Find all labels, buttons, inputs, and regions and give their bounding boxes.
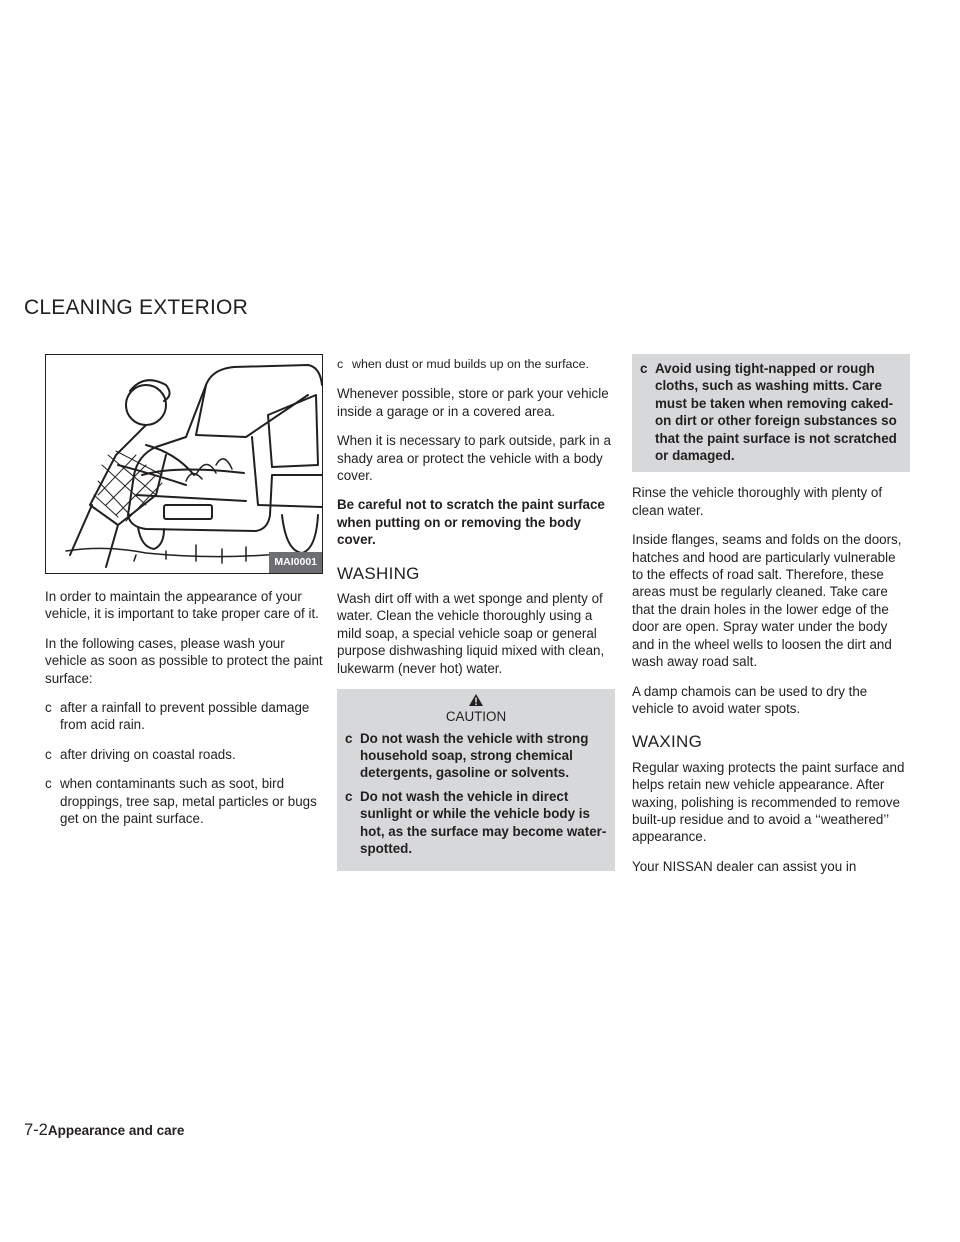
list-item: c after driving on coastal roads. bbox=[45, 746, 236, 762]
list-item: c when dust or mud builds up on the surface. bbox=[337, 356, 615, 373]
caution-continuation-box bbox=[632, 354, 910, 472]
col1-paragraph-1: In order to maintain the appearance of your vehicle, it is important to take proper care of it. bbox=[45, 589, 319, 622]
bullet-mark: c bbox=[640, 361, 648, 376]
washing-car-illustration bbox=[45, 354, 323, 574]
col3-paragraph-2: Inside flanges, seams and folds on the doors, hatches and hood are particularly vulnerable to the effects of road salt. Therefore, these areas must be regularly cleaned. Take care that the drain holes in the lower edge of the door are open. Spray water under the body and in the wheel wells to loosen the dirt and wash away road salt. bbox=[632, 532, 902, 670]
waxing-heading: WAXING bbox=[632, 732, 703, 752]
list-item: c Do not wash the vehicle with strong household soap, strong chemical detergents, gasoline or solvents. bbox=[345, 730, 589, 781]
column-2 bbox=[337, 356, 615, 885]
caution-title: CAUTION bbox=[445, 709, 507, 725]
col3-paragraph-4: Your NISSAN dealer can assist you in bbox=[632, 858, 857, 874]
caution-header bbox=[345, 693, 607, 725]
col2-paragraph-bold: Be careful not to scratch the paint surface when putting on or removing the body cover. bbox=[337, 497, 605, 548]
washing-paragraph: Wash dirt off with a wet sponge and plenty of water. Clean the vehicle thoroughly using a mild soap, a special vehicle soap or general purpose dishwashing liquid mixed with clean, lukewarm (never hot) water. bbox=[337, 591, 605, 676]
list-item: c after a rainfall to prevent possible damage from acid rain. bbox=[45, 700, 310, 733]
page-footer bbox=[24, 1121, 184, 1140]
column-3 bbox=[632, 354, 910, 887]
washing-heading: WASHING bbox=[337, 563, 420, 583]
section-title: CLEANING EXTERIOR bbox=[24, 296, 248, 319]
bullet-mark: c bbox=[345, 788, 353, 804]
list-item: c when contaminants such as soot, bird droppings, tree sap, metal particles or bugs get on the paint surface. bbox=[45, 776, 317, 827]
bullet-mark: c bbox=[45, 700, 52, 716]
waxing-paragraph: Regular waxing protects the paint surface and helps retain new vehicle appearance. After waxing, polishing is recommended to remove built-up residue and to avoid a ‘‘weathered’’ appearance. bbox=[632, 759, 905, 845]
list-item: c Do not wash the vehicle in direct sunlight or while the vehicle body is hot, as the surface may become water-spotted. bbox=[345, 788, 607, 856]
bullet-mark: c bbox=[45, 776, 52, 792]
bullet-mark: c bbox=[337, 357, 344, 371]
caution-box bbox=[337, 689, 615, 871]
figure-code: MAI0001 bbox=[269, 552, 322, 573]
list-item: c Avoid using tight-napped or rough cloths, such as washing mitts. Care must be taken when removing caked-on dirt or other foreign substances so that the paint surface is not scratched or damaged. bbox=[640, 361, 897, 464]
bullet-mark: c bbox=[45, 746, 52, 762]
col1-paragraph-2: In the following cases, please wash your vehicle as soon as possible to protect the paint surface: bbox=[45, 635, 323, 686]
bullet-mark: c bbox=[345, 730, 353, 746]
col2-paragraph-2: When it is necessary to park outside, park in a shady area or protect the vehicle with a body cover. bbox=[337, 433, 611, 484]
col2-paragraph-1: Whenever possible, store or park your vehicle inside a garage or in a covered area. bbox=[337, 386, 609, 419]
col3-paragraph-3: A damp chamois can be used to dry the vehicle to avoid water spots. bbox=[632, 683, 868, 716]
warning-icon bbox=[468, 693, 484, 707]
chapter-title: Appearance and care bbox=[47, 1123, 185, 1138]
page-number: 7-2 bbox=[24, 1121, 48, 1139]
col3-paragraph-1: Rinse the vehicle thoroughly with plenty of clean water. bbox=[632, 485, 883, 518]
column-1 bbox=[45, 354, 323, 839]
washing-car-drawing bbox=[46, 355, 322, 573]
